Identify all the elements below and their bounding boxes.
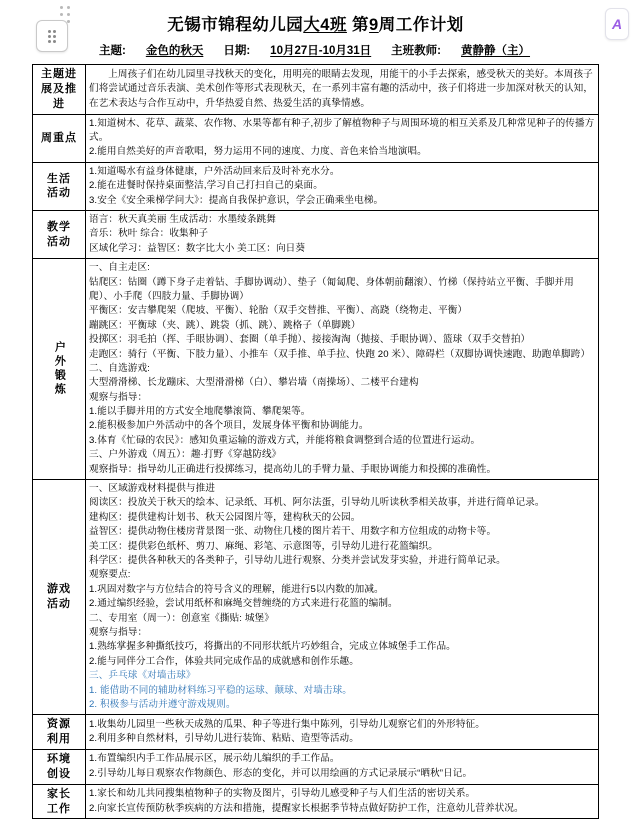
table-row xyxy=(33,715,599,750)
row-header-label: 户外锻炼 xyxy=(53,341,66,398)
content-line: 3.体育《忙碌的农民》：感知负重运输的游戏方式，并能将粮食调整到合适的位置进行运动。 xyxy=(89,434,481,446)
content-line: 钻爬区：钻圈（蹲下身子走着钻、手脚协调动）、垫子（匍匐爬、身体朝前翻滚）、竹梯（保持站立平衡、手脚并用爬）、小手爬（四肢力量、手脚协调） xyxy=(89,276,574,302)
content-line: 科学区：提供各种秋天的各类种子，引导幼儿进行观察、分类并尝试发芽实验，并进行简单记录。 xyxy=(89,555,506,566)
table-row xyxy=(33,784,599,819)
content-line: 走跑区：骑行（平衡、下肢力量）、小推车（双手推、单手拉、快跑 20 米）、障碍栏（双脚协调快速跑、助跑单脚跨） xyxy=(89,348,591,360)
content-line: 观察与指导： xyxy=(89,391,148,403)
content-line: 1.能以手脚并用的方式安全地爬攀滚筒、攀爬架等。 xyxy=(89,406,311,418)
content-line: 上周孩子们在幼儿园里寻找秋天的变化，用明亮的眼睛去发现，用能干的小手去探索，感受秋天的美好。本周孩子们将尝试通过音乐表演、美术创作等形式表现秋天，在一系列丰富有趣的活动中，孩子们将进一步加深对秋天的认知，在艺术表达与合作互动中，升华热爱自然、热爱生活的真挚情感。 xyxy=(89,68,594,109)
row-header-label: 周重点 xyxy=(41,131,77,144)
row-header-label: 环境 创设 xyxy=(47,752,71,780)
row-header-7 xyxy=(33,749,86,784)
content-line: 观察要点: xyxy=(89,569,131,581)
title-prefix: 无锡市锦程幼儿园 xyxy=(167,16,304,34)
content-line: 2.利用多种自然材料，引导幼儿进行装饰、粘贴、造型等活动。 xyxy=(89,733,359,745)
content-line: 1.收集幼儿园里一些秋天成熟的瓜果、种子等进行集中陈列，引导幼儿观察它们的外形特征。 xyxy=(89,718,485,730)
row-header-1 xyxy=(33,114,86,162)
row-content-7 xyxy=(86,749,599,784)
content-line: 区域化学习：益智区：数字比大小 美工区：向日葵 xyxy=(89,242,306,254)
table-row xyxy=(33,114,599,162)
table-row xyxy=(33,211,599,259)
meta-label-date: 日期: xyxy=(223,45,251,58)
content-line: 阅读区：投放关于秋天的绘本、记录纸、耳机、阿尔法蛋，引导幼儿听读秋季相关故事，并进行简单记录。 xyxy=(89,497,545,509)
content-line: 三、户外游戏（周五）：趣·打野《穿越防线》 xyxy=(89,449,282,461)
content-line: 一、自主走区: xyxy=(89,262,150,274)
title-week-suffix: 周工作计划 xyxy=(378,16,464,34)
content-line: 1.知道树木、花草、蔬菜、农作物、水果等都有种子,初步了解植物种子与周围环境的相互关系及几种常见种子的传播方式。 xyxy=(89,117,595,144)
content-line: 1.家长和幼儿共同搜集植物种子的实物及图片，引导幼儿感受种子与人们生活的密切关系。 xyxy=(89,788,476,800)
content-line: 语言：秋天真美丽 生成活动：水墨绫条跳舞 xyxy=(89,214,276,226)
document-meta xyxy=(0,42,631,58)
content-line: 美工区：提供彩色纸杯、剪刀、麻绳、彩笔、示意图等，引导幼儿进行花篮编织。 xyxy=(89,540,438,552)
row-content-2 xyxy=(86,162,599,210)
row-header-label: 游戏 活动 xyxy=(47,583,71,611)
row-content-4 xyxy=(86,259,599,480)
row-content-6 xyxy=(86,715,599,750)
row-header-label: 资源 利用 xyxy=(47,718,71,746)
content-line: 二、自选游戏: xyxy=(89,362,150,374)
content-line: 2.通过编织经验，尝试用纸杯和麻绳交替缠绕的方式来进行花篮的编制。 xyxy=(89,598,398,610)
content-line: 2.能积极参加户外活动中的各个项目，发展身体平衡和协调能力。 xyxy=(89,420,369,432)
table-row xyxy=(33,65,599,115)
row-content-5 xyxy=(86,480,599,715)
content-line: 蹦跳区：平衡球（夹、跳）、跳袋（抓、跳）、跳格子（单脚跳） xyxy=(89,319,361,331)
content-line: 2.能与同伴分工合作，体验共同完成作品的成就感和创作乐趣。 xyxy=(89,655,359,667)
meta-value-teacher: 黄静静（主） xyxy=(461,45,531,58)
row-header-label: 教学 活动 xyxy=(47,220,71,248)
content-line: 二、专用室（周一）：创意室《撕贴: 城堡》 xyxy=(89,612,274,624)
page-title xyxy=(0,0,631,34)
ai-badge-label: A xyxy=(611,16,623,32)
content-line: 投掷区：羽毛拍（挥、手眼协调）、套圈（单手抛）、接接淘淘（抛接、手眼协调）、篮球（双手交替拍） xyxy=(89,334,531,346)
meta-label-theme: 主题: xyxy=(98,45,126,58)
row-header-0 xyxy=(33,65,86,115)
row-content-1 xyxy=(86,114,599,162)
row-header-6 xyxy=(33,715,86,750)
content-line: 1.熟练掌握多种撕纸技巧，将撕出的不同形状纸片巧妙组合，完成立体城堡手工作品。 xyxy=(89,641,456,653)
grid-dots-icon[interactable] xyxy=(36,20,68,52)
content-line: 1.知道喝水有益身体健康，户外活动回来后及时补充水分。 xyxy=(89,165,340,177)
table-row xyxy=(33,480,599,715)
content-line: 2. 积极参与活动并遵守游戏规则。 xyxy=(89,698,236,710)
row-header-5 xyxy=(33,480,86,715)
content-line: 大型滑滑梯、长龙蹦床、大型滑滑梯（白）、攀岩墙（南操场）、二楼平台建构 xyxy=(89,377,419,389)
table-row xyxy=(33,749,599,784)
content-line: 建构区：提供建构计划书、秋天公园图片等，建构秋天的公园。 xyxy=(89,511,361,523)
weekly-plan-table xyxy=(32,64,599,819)
row-header-2 xyxy=(33,162,86,210)
row-content-8 xyxy=(86,784,599,819)
row-header-4 xyxy=(33,259,86,480)
content-line: 2.向家长宣传预防秋季疾病的方法和措施，提醒家长根据季节特点做好防护工作，注意幼儿营养状况。 xyxy=(89,802,524,814)
row-content-3 xyxy=(86,211,599,259)
content-line: 1. 能借助不同的辅助材料练习平稳的运球、颠球、对墙击球。 xyxy=(89,684,353,696)
row-content-0 xyxy=(86,65,599,115)
row-header-label: 家长 工作 xyxy=(47,787,71,815)
row-header-3 xyxy=(33,211,86,259)
title-week-prefix: 第 xyxy=(352,16,370,34)
content-line: 三、乒乓球《对墙击球》 xyxy=(89,670,196,682)
meta-value-date: 10月27日-10月31日 xyxy=(270,45,372,58)
ai-assistant-badge[interactable] xyxy=(605,8,629,40)
content-line: 观察指导：指导幼儿正确进行投掷练习，提高幼儿的手臂力量、手眼协调能力和投掷的准确性。 xyxy=(89,463,497,475)
content-line: 1.巩固对数字与方位结合的符号含义的理解，能进行5以内数的加减。 xyxy=(89,583,384,595)
row-header-label: 生活 活动 xyxy=(47,172,71,200)
content-line: 一、区域游戏材料提供与推进 xyxy=(89,483,216,495)
row-header-8 xyxy=(33,784,86,819)
meta-label-teacher: 主班教师: xyxy=(391,45,442,58)
content-line: 1.布置编织内手工作品展示区，展示幼儿编织的手工作品。 xyxy=(89,753,340,765)
content-line: 2.引导幼儿每日观察农作物颜色、形态的变化，并可以用绘画的方式记录展示“晒秋”日记。 xyxy=(89,767,473,779)
content-line: 益智区：提供动物住楼房背景图一张、动物住几楼的图片若干、用数字和方位组成的动物卡等。 xyxy=(89,526,497,538)
table-row xyxy=(33,162,599,210)
content-line: 音乐：秋叶 综合：收集种子 xyxy=(89,228,209,240)
content-line: 2.能用自然美好的声音歌唱，努力运用不同的速度、力度、音色来恰当地演唱。 xyxy=(89,146,427,158)
drag-handle-widget[interactable] xyxy=(36,6,74,50)
meta-value-theme: 金色的秋天 xyxy=(145,45,204,58)
row-header-label: 主题进展及推进 xyxy=(41,68,77,110)
content-line: 观察与指导： xyxy=(89,626,148,638)
title-week-number: 9 xyxy=(369,16,379,34)
content-line: 3.安全《安全乘梯学问大》：提高自我保护意识，学会正确乘坐电梯。 xyxy=(89,194,384,206)
title-class: 大4班 xyxy=(303,16,347,34)
table-row xyxy=(33,259,599,480)
content-line: 平衡区：安吉攀爬架（爬坡、平衡）、轮胎（双手交替推、平衡）、高跷（绕物走、平衡） xyxy=(89,305,468,317)
content-line: 2.能在进餐时保持桌面整洁,学习自己打扫自己的桌面。 xyxy=(89,180,323,192)
